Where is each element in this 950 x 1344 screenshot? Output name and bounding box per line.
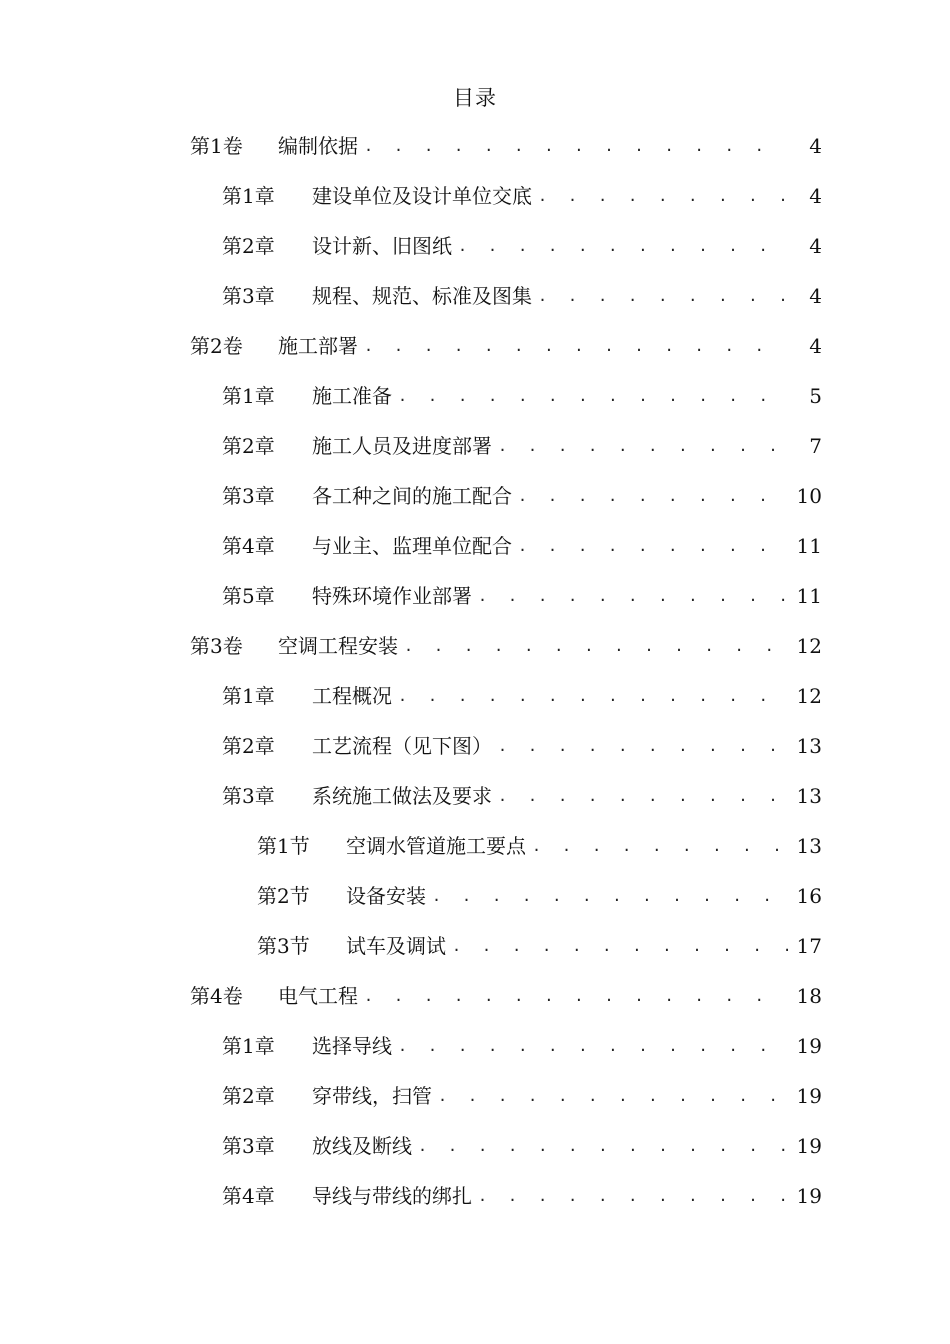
entry-title: 各工种之间的施工配合 bbox=[312, 484, 512, 508]
entry-page-number: 11 bbox=[796, 584, 822, 608]
entry-title: 穿带线，扫管 bbox=[312, 1084, 432, 1108]
entry-title: 施工部署 bbox=[278, 334, 358, 358]
toc-entry-chapter[interactable] bbox=[222, 1026, 822, 1066]
entry-title: 建设单位及设计单位交底 bbox=[312, 184, 532, 208]
entry-number: 第3章 bbox=[222, 784, 275, 808]
entry-page-number: 4 bbox=[809, 334, 822, 358]
entry-page-number: 5 bbox=[809, 384, 822, 408]
toc-entry-chapter[interactable] bbox=[222, 676, 822, 716]
dot-leader bbox=[472, 1176, 788, 1216]
entry-title: 设计新、旧图纸 bbox=[312, 234, 452, 258]
toc-entry-section[interactable] bbox=[257, 926, 822, 966]
toc-entry-section[interactable] bbox=[257, 826, 822, 866]
entry-page-number: 4 bbox=[809, 234, 822, 258]
dot-leader bbox=[526, 826, 788, 866]
dot-leader bbox=[392, 676, 788, 716]
toc-entry-section[interactable] bbox=[257, 876, 822, 916]
dot-leader bbox=[358, 326, 788, 366]
entry-page-number: 11 bbox=[796, 534, 822, 558]
dot-leader bbox=[512, 476, 788, 516]
entry-title: 工程概况 bbox=[312, 684, 392, 708]
entry-title: 工艺流程（见下图） bbox=[312, 734, 492, 758]
dot-leader bbox=[492, 776, 788, 816]
entry-title: 特殊环境作业部署 bbox=[312, 584, 472, 608]
toc-entry-volume[interactable] bbox=[190, 326, 822, 366]
dot-leader bbox=[492, 726, 788, 766]
entry-page-number: 18 bbox=[796, 984, 822, 1008]
entry-number: 第4章 bbox=[222, 534, 275, 558]
entry-number: 第3章 bbox=[222, 1134, 275, 1158]
entry-title: 设备安装 bbox=[346, 884, 426, 908]
entry-number: 第5章 bbox=[222, 584, 275, 608]
dot-leader bbox=[432, 1076, 788, 1116]
entry-title: 施工准备 bbox=[312, 384, 392, 408]
entry-page-number: 12 bbox=[796, 684, 822, 708]
entry-title: 与业主、监理单位配合 bbox=[312, 534, 512, 558]
entry-title: 施工人员及进度部署 bbox=[312, 434, 492, 458]
toc-entry-chapter[interactable] bbox=[222, 276, 822, 316]
entry-page-number: 16 bbox=[796, 884, 822, 908]
toc-entry-chapter[interactable] bbox=[222, 426, 822, 466]
entry-title: 空调工程安装 bbox=[278, 634, 398, 658]
entry-number: 第2卷 bbox=[190, 334, 243, 358]
entry-number: 第2章 bbox=[222, 434, 275, 458]
toc-entry-volume[interactable] bbox=[190, 626, 822, 666]
dot-leader bbox=[532, 176, 788, 216]
dot-leader bbox=[392, 1026, 788, 1066]
entry-title: 规程、规范、标准及图集 bbox=[312, 284, 532, 308]
entry-number: 第1章 bbox=[222, 684, 275, 708]
entry-number: 第2章 bbox=[222, 1084, 275, 1108]
entry-page-number: 13 bbox=[796, 784, 822, 808]
entry-page-number: 7 bbox=[809, 434, 822, 458]
toc-entry-chapter[interactable] bbox=[222, 1126, 822, 1166]
entry-page-number: 12 bbox=[796, 634, 822, 658]
entry-number: 第1章 bbox=[222, 184, 275, 208]
toc-entry-chapter[interactable] bbox=[222, 1076, 822, 1116]
entry-title: 系统施工做法及要求 bbox=[312, 784, 492, 808]
dot-leader bbox=[512, 526, 788, 566]
dot-leader bbox=[398, 626, 788, 666]
entry-page-number: 19 bbox=[796, 1134, 822, 1158]
entry-number: 第3章 bbox=[222, 484, 275, 508]
entry-number: 第3章 bbox=[222, 284, 275, 308]
entry-number: 第2章 bbox=[222, 734, 275, 758]
toc-entry-chapter[interactable] bbox=[222, 226, 822, 266]
toc-title: 目录 bbox=[453, 86, 497, 110]
entry-number: 第1节 bbox=[257, 834, 310, 858]
entry-page-number: 13 bbox=[796, 834, 822, 858]
entry-number: 第1卷 bbox=[190, 134, 243, 158]
dot-leader bbox=[452, 226, 788, 266]
entry-page-number: 19 bbox=[796, 1084, 822, 1108]
entry-title: 放线及断线 bbox=[312, 1134, 412, 1158]
toc-entry-chapter[interactable] bbox=[222, 176, 822, 216]
entry-page-number: 4 bbox=[809, 184, 822, 208]
toc-entry-volume[interactable] bbox=[190, 126, 822, 166]
dot-leader bbox=[492, 426, 788, 466]
toc-entry-chapter[interactable] bbox=[222, 776, 822, 816]
dot-leader bbox=[532, 276, 788, 316]
entry-page-number: 13 bbox=[796, 734, 822, 758]
dot-leader bbox=[446, 926, 788, 966]
dot-leader bbox=[358, 126, 788, 166]
entry-title: 导线与带线的绑扎 bbox=[312, 1184, 472, 1208]
entry-number: 第3卷 bbox=[190, 634, 243, 658]
entry-number: 第2节 bbox=[257, 884, 310, 908]
entry-page-number: 4 bbox=[809, 134, 822, 158]
dot-leader bbox=[358, 976, 788, 1016]
entry-title: 编制依据 bbox=[278, 134, 358, 158]
toc-entry-volume[interactable] bbox=[190, 976, 822, 1016]
entry-title: 试车及调试 bbox=[346, 934, 446, 958]
dot-leader bbox=[392, 376, 788, 416]
entry-title: 电气工程 bbox=[278, 984, 358, 1008]
entry-number: 第1章 bbox=[222, 384, 275, 408]
entry-title: 选择导线 bbox=[312, 1034, 392, 1058]
entry-page-number: 19 bbox=[796, 1034, 822, 1058]
toc-entry-chapter[interactable] bbox=[222, 376, 822, 416]
toc-entry-chapter[interactable] bbox=[222, 576, 822, 616]
dot-leader bbox=[412, 1126, 788, 1166]
entry-number: 第1章 bbox=[222, 1034, 275, 1058]
entry-number: 第4卷 bbox=[190, 984, 243, 1008]
dot-leader bbox=[426, 876, 788, 916]
dot-leader bbox=[472, 576, 788, 616]
entry-page-number: 17 bbox=[796, 934, 822, 958]
toc-entry-chapter[interactable] bbox=[222, 726, 822, 766]
toc-entry-chapter[interactable] bbox=[222, 476, 822, 516]
toc-entry-chapter[interactable] bbox=[222, 526, 822, 566]
entry-page-number: 10 bbox=[796, 484, 822, 508]
toc-entry-chapter[interactable] bbox=[222, 1176, 822, 1216]
entry-number: 第2章 bbox=[222, 234, 275, 258]
entry-number: 第3节 bbox=[257, 934, 310, 958]
entry-title: 空调水管道施工要点 bbox=[346, 834, 526, 858]
entry-page-number: 19 bbox=[796, 1184, 822, 1208]
entry-number: 第4章 bbox=[222, 1184, 275, 1208]
entry-page-number: 4 bbox=[809, 284, 822, 308]
